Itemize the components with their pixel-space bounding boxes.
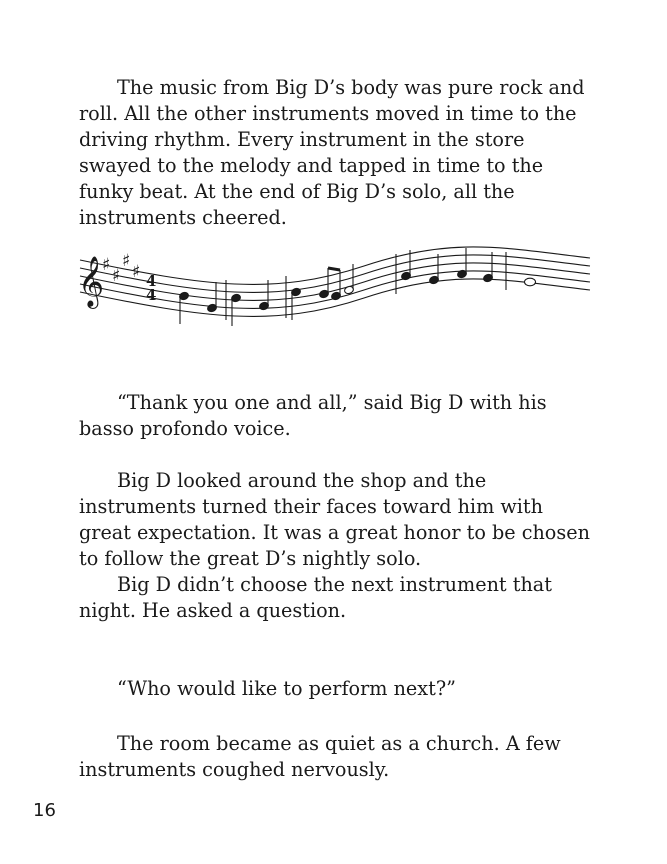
paragraph-1: The music from Big D’s body was pure rock and roll. All the other instruments moved in time to the driving rhythm. Every instrument in the store swayed to the melody and tapped in time to the funky beat. At the end of Big D’s solo, all the instruments cheered. (79, 76, 585, 229)
key-signature-sharps (102, 251, 140, 286)
paragraph-3: Big D looked around the shop and the instruments turned their faces toward him with great expectation. It was a great honor to be chosen to follow the great D’s nightly solo. (79, 469, 590, 570)
paragraph-5: “Who would like to perform next?” (117, 677, 456, 700)
staff-lines (80, 247, 590, 316)
svg-text:♯: ♯ (132, 262, 141, 282)
paragraph-6: The room became as quiet as a church. A few instruments coughed nervously. (79, 732, 561, 781)
svg-text:♯: ♯ (102, 255, 111, 275)
paragraph-2: “Thank you one and all,” said Big D with his basso profondo voice. (79, 391, 547, 440)
svg-text:♯: ♯ (112, 266, 121, 286)
time-signature-bottom: 4 (146, 286, 157, 304)
svg-text:♯: ♯ (122, 251, 131, 271)
paragraph-4: Big D didn’t choose the next instrument that night. He asked a question. (79, 573, 552, 622)
treble-clef-icon: 𝄞 (78, 256, 105, 307)
page-number: 16 (33, 800, 56, 821)
notes (179, 248, 536, 326)
time-signature (146, 272, 156, 304)
time-signature-top: 4 (146, 272, 157, 290)
music-staff-illustration (74, 236, 596, 336)
